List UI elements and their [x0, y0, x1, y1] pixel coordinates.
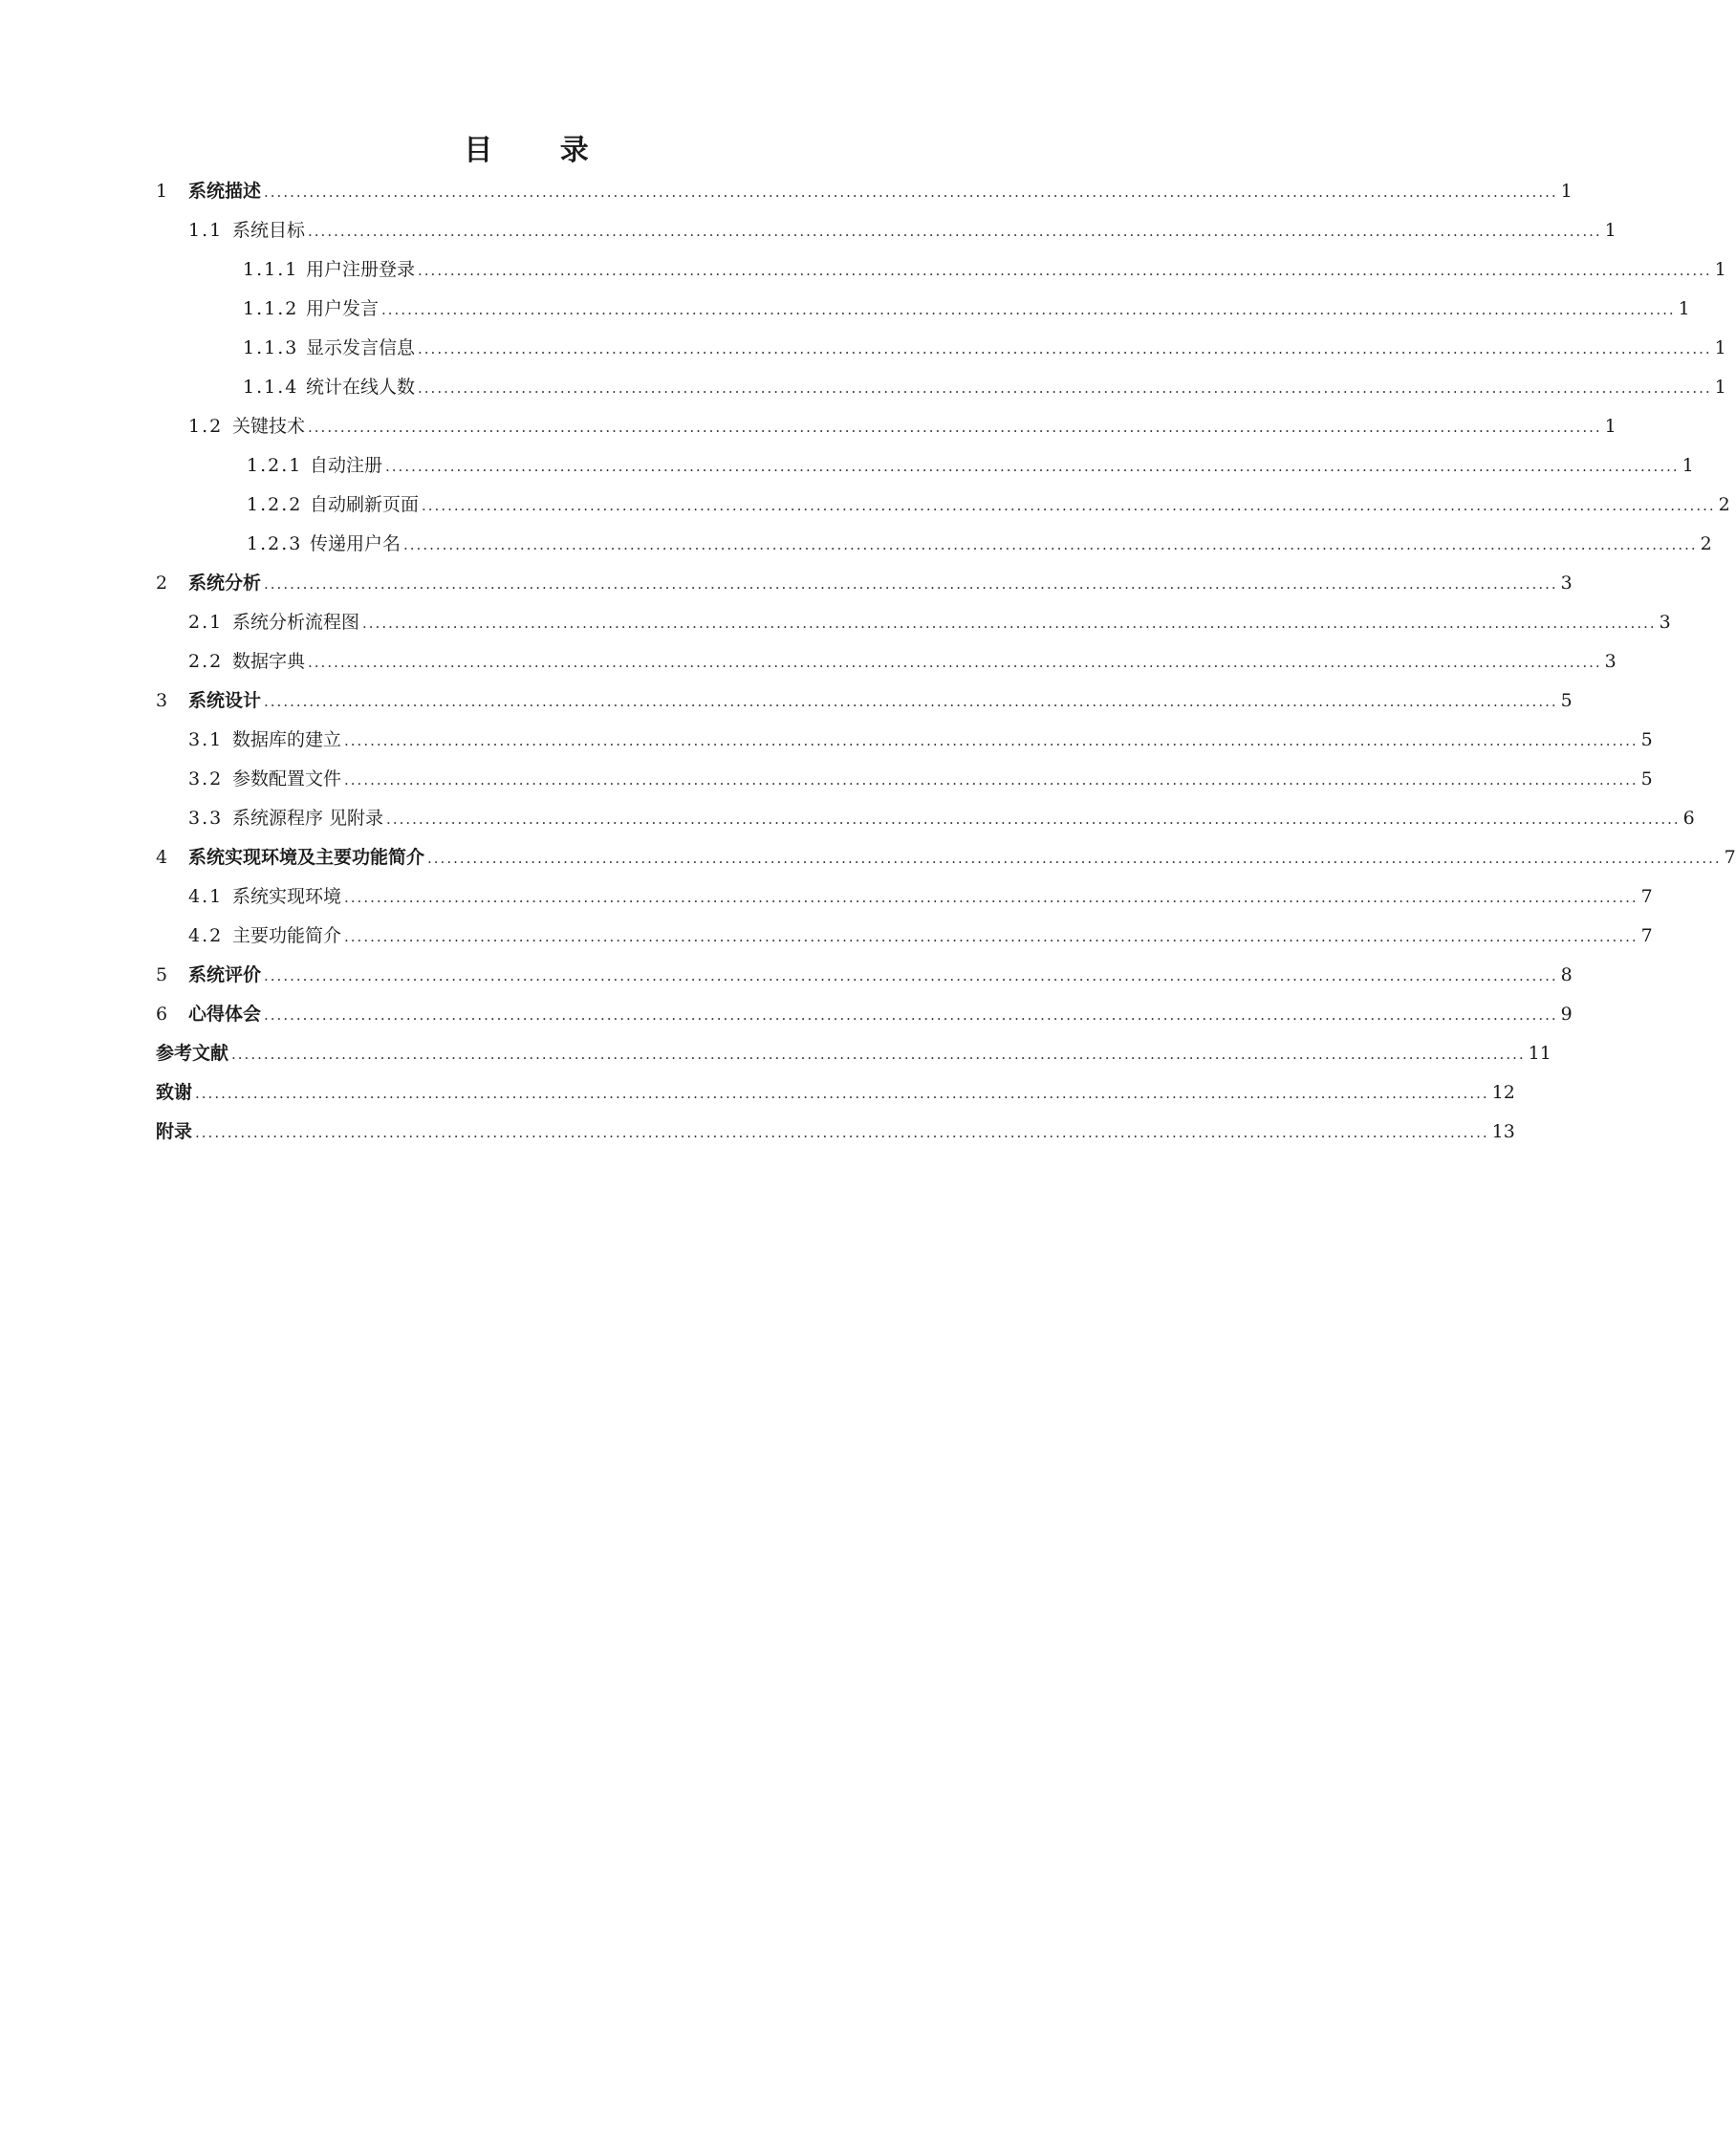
toc-entry-text: 自动注册 — [310, 455, 383, 476]
toc-entry-page: 5 — [1640, 768, 1653, 789]
toc-leader-dots: ........................................................................................................................................................................................................ — [308, 419, 1602, 436]
toc-entry-number: 3 — [156, 690, 170, 711]
toc-entry — [247, 486, 1730, 525]
toc-entry-number: 1.1.1 — [243, 259, 299, 280]
toc-entry — [188, 760, 1653, 799]
toc-leader-dots: ........................................................................................................................................................................................................ — [362, 615, 1657, 632]
toc-entry-page: 2 — [1718, 494, 1730, 515]
toc-entry-page: 7 — [1724, 847, 1736, 868]
toc-entry-page: 7 — [1640, 925, 1653, 946]
toc-entry-page: 5 — [1640, 729, 1653, 750]
toc-leader-dots: ........................................................................................................................................................................................................ — [344, 771, 1638, 789]
toc-entry-number: 1 — [156, 181, 170, 202]
toc-entry-number: 4.1 — [188, 886, 224, 907]
toc-leader-dots: ........................................................................................................................................................................................................ — [344, 732, 1638, 749]
toc-entry-text: 数据字典 — [232, 651, 306, 672]
toc-entry-page: 1 — [1604, 220, 1617, 241]
toc-leader-dots: ........................................................................................................................................................................................................ — [386, 811, 1681, 828]
toc-leader-dots: ........................................................................................................................................................................................................ — [308, 223, 1602, 240]
toc-entry-text: 关键技术 — [232, 416, 306, 437]
toc-leader-dots: ........................................................................................................................................................................................................ — [427, 850, 1722, 867]
toc-entry — [243, 250, 1726, 290]
toc-entry — [247, 525, 1712, 564]
toc-entry-page: 7 — [1640, 886, 1653, 907]
toc-entry — [156, 1073, 1515, 1113]
toc-entry-number: 3.1 — [188, 729, 224, 750]
toc-leader-dots: ........................................................................................................................................................................................................ — [264, 184, 1558, 201]
toc-entry-number: 2.2 — [188, 651, 224, 672]
toc-leader-dots: ........................................................................................................................................................................................................ — [195, 1085, 1489, 1102]
toc-leader-dots: ........................................................................................................................................................................................................ — [264, 575, 1558, 593]
toc-entry-page: 1 — [1714, 377, 1726, 398]
toc-entry — [156, 838, 1736, 877]
toc-entry-text: 自动刷新页面 — [310, 494, 420, 515]
toc-entry-page: 1 — [1678, 298, 1690, 319]
toc-entry-number: 6 — [156, 1004, 170, 1025]
toc-entry-text: 参数配置文件 — [232, 768, 342, 789]
toc-entry-text: 统计在线人数 — [306, 377, 416, 398]
toc-entry-number: 2 — [156, 573, 170, 594]
toc-entry-text: 系统描述 — [188, 181, 262, 202]
toc-entry-number: 1.1.3 — [243, 337, 299, 358]
toc-entry — [188, 603, 1671, 642]
toc-entry-text: 心得体会 — [188, 1004, 262, 1025]
toc-entry-text: 参考文献 — [156, 1043, 229, 1064]
toc-entry-page: 3 — [1604, 651, 1617, 672]
toc-entry-page: 1 — [1714, 259, 1726, 280]
toc-entry-text: 系统实现环境及主要功能简介 — [188, 847, 425, 868]
toc-entry-text: 主要功能简介 — [232, 925, 342, 946]
toc-leader-dots: ........................................................................................................................................................................................................ — [418, 340, 1712, 357]
toc-entry-text: 数据库的建立 — [232, 729, 342, 750]
toc-entry-page: 3 — [1560, 573, 1573, 594]
toc-entry-page: 11 — [1528, 1043, 1552, 1064]
toc-entry — [156, 956, 1573, 995]
toc-entry — [156, 995, 1573, 1034]
toc-leader-dots: ........................................................................................................................................................................................................ — [403, 536, 1698, 553]
toc-entry — [188, 799, 1695, 838]
toc-leader-dots: ........................................................................................................................................................................................................ — [264, 967, 1558, 984]
toc-entry — [188, 211, 1617, 250]
toc-entry-text: 系统实现环境 — [232, 886, 342, 907]
toc-entry — [156, 681, 1573, 721]
toc-entry — [243, 368, 1726, 407]
toc-entry-page: 3 — [1659, 612, 1671, 633]
toc-entry-number: 4.2 — [188, 925, 224, 946]
toc-entry-number: 4 — [156, 847, 170, 868]
toc-leader-dots: ........................................................................................................................................................................................................ — [385, 458, 1680, 475]
toc-entry-page: 1 — [1714, 337, 1726, 358]
toc-entry-page: 6 — [1682, 808, 1695, 829]
toc-entry-number: 1.2.2 — [247, 494, 303, 515]
toc-entry-text: 附录 — [156, 1121, 193, 1142]
toc-entry — [156, 1113, 1515, 1152]
toc-leader-dots: ........................................................................................................................................................................................................ — [422, 497, 1716, 514]
toc-entry — [156, 564, 1573, 603]
toc-entry — [188, 917, 1653, 956]
toc-entry-number: 3.3 — [188, 808, 224, 829]
toc-entry-page: 5 — [1560, 690, 1573, 711]
toc-entry-number: 5 — [156, 964, 170, 985]
toc-entry-page: 9 — [1560, 1004, 1573, 1025]
toc-entry — [156, 172, 1573, 211]
toc-entry-text: 传递用户名 — [310, 533, 401, 554]
toc-entry — [188, 407, 1617, 446]
toc-leader-dots: ........................................................................................................................................................................................................ — [264, 1006, 1558, 1024]
toc-entry-text: 系统评价 — [188, 964, 262, 985]
toc-entry-text: 用户发言 — [306, 298, 380, 319]
toc-entry-text: 系统设计 — [188, 690, 262, 711]
toc-entry — [188, 642, 1617, 681]
toc-entry — [247, 446, 1694, 486]
toc-entry-text: 系统源程序 见附录 — [232, 808, 384, 829]
toc-leader-dots: ........................................................................................................................................................................................................ — [231, 1046, 1526, 1063]
toc-entry-page: 1 — [1682, 455, 1694, 476]
toc-title: 目 录 — [464, 134, 618, 167]
toc-entry-text: 系统分析 — [188, 573, 262, 594]
toc-entry — [243, 329, 1726, 368]
toc-entry-page: 13 — [1491, 1121, 1515, 1142]
toc-entry-text: 系统目标 — [232, 220, 306, 241]
toc-entry-text: 用户注册登录 — [306, 259, 416, 280]
toc-entry-number: 1.2 — [188, 416, 224, 437]
toc-entry-text: 系统分析流程图 — [232, 612, 360, 633]
toc-leader-dots: ........................................................................................................................................................................................................ — [418, 262, 1712, 279]
toc-leader-dots: ........................................................................................................................................................................................................ — [195, 1124, 1489, 1141]
toc-entry-page: 8 — [1560, 964, 1573, 985]
toc-entry-number: 1.1.4 — [243, 377, 299, 398]
toc-entry-number: 3.2 — [188, 768, 224, 789]
toc-entry — [243, 290, 1690, 329]
toc-entry-number: 1.1 — [188, 220, 224, 241]
toc-entry-page: 12 — [1491, 1082, 1515, 1103]
toc-entry-page: 1 — [1604, 416, 1617, 437]
toc-entry-page: 1 — [1560, 181, 1573, 202]
toc-leader-dots: ........................................................................................................................................................................................................ — [418, 379, 1712, 397]
toc-entry-number: 1.2.3 — [247, 533, 303, 554]
toc-entry-number: 1.2.1 — [247, 455, 303, 476]
toc-leader-dots: ........................................................................................................................................................................................................ — [381, 301, 1676, 318]
toc-leader-dots: ........................................................................................................................................................................................................ — [308, 654, 1602, 671]
toc-leader-dots: ........................................................................................................................................................................................................ — [344, 889, 1638, 906]
toc-entry-number: 1.1.2 — [243, 298, 299, 319]
toc-entry-text: 致谢 — [156, 1082, 193, 1103]
toc-leader-dots: ........................................................................................................................................................................................................ — [264, 693, 1558, 710]
toc-entry-number: 2.1 — [188, 612, 224, 633]
toc-entry-page: 2 — [1700, 533, 1712, 554]
toc-entry — [188, 877, 1653, 917]
toc-entry — [156, 1034, 1552, 1073]
toc-entry-text: 显示发言信息 — [306, 337, 416, 358]
toc-leader-dots: ........................................................................................................................................................................................................ — [344, 928, 1638, 945]
toc-entry — [188, 721, 1653, 760]
